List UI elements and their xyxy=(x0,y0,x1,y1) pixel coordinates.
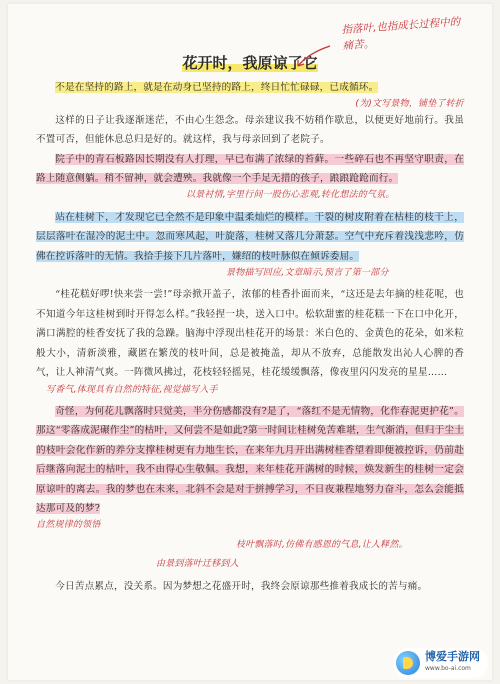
essay-body xyxy=(36,78,464,596)
handwritten-note-top: 指落叶,也指成长过程中的痛苦。 xyxy=(341,15,461,53)
paragraph-5: “桂花糕好啰!快来尝一尝!”母亲掀开盖子，浓郁的桂香扑面而来，“这还是去年摘的桂花呢，也不知道今年这桂树到时开得怎么样。”我轻捏一块，送入口中。松软甜蜜的桂花糕一下在口中化开，满口满腔的桂香安抚了我的急躁。脑海中浮现出桂花开的场景：米白色的、金黄色的花朵，如米粒般大小，清新淡雅，藏匿在繁茂的枝叶间，总是被掩盖，却从不放弃，总能散发出沁人心脾的香气，让人神清气爽。一阵微风拂过，花枝轻轻摇晃，桂花缓缓飘落，像夜里闪闪发亮的星星…… xyxy=(36,289,464,379)
annotation-2: 以景衬情,字里行间一股伤心悲观,转化想法的气氛。 xyxy=(186,190,395,201)
logo-url: www.bo-ai.com xyxy=(425,665,471,672)
annotation-5: 自然规律的领悟 xyxy=(36,520,101,531)
paragraph-1: 不是在坚持的路上，就是在动身已坚持的路上，终日忙忙碌碌，已成循环。 xyxy=(55,82,379,93)
paragraph-4: 站在桂树下，才发现它已全然不是印象中温柔灿烂的模样。干裂的树皮附着在枯桂的枝干上，层层落叶在湿冷的泥土中。忽而寒风起，叶旋落，桂树又落几分萧瑟。空气中充斥着浅浅悲吟，仿佛在控诉落叶的无情。我拾手接下几片落叶，嫌绍的枝叶脉似在倾诉委屈。 xyxy=(36,211,464,262)
annotation-3: 景物描写回应,文章暗示,预言了第一部分 xyxy=(226,268,389,279)
annotation-6: 枝叶飘落时,仿佛有感恩的气息,让人释然。 xyxy=(236,539,408,550)
page-title: 花开时，我原谅了它 xyxy=(182,54,318,72)
paragraph-3: 院子中的青石板路因长期没有人打理，早已布满了浓绿的苔藓。一些碎石也不再坚守职责，在路上随意侧躺。稍不留神，就会遭殃。我就像一个手足无措的孩子，踉踉跄跄而行。 xyxy=(36,153,464,185)
annotation-7: 由景到落叶迁移到人 xyxy=(156,559,239,570)
logo-icon xyxy=(396,651,420,675)
arrow-icon xyxy=(292,44,332,70)
logo-name: 博爱手游网 xyxy=(425,650,480,663)
paragraph-2: 这样的日子让我逐渐迷茫，不由心生怨念。母亲建议我不妨稍作歇息，以便更好地前行。我虽不置可否，但能休息总归是好的。就这样，我与母亲回到了老院子。 xyxy=(36,114,464,146)
annotation-4: 写香气,体现具有自然的特征,视觉描写入手 xyxy=(46,384,218,395)
site-logo[interactable] xyxy=(393,648,488,678)
paragraph-7: 今日苦点累点，没关系。因为梦想之花盛开时，我终会原谅那些推着我成长的苦与痛。 xyxy=(55,580,428,592)
paragraph-6: 奇怪，为何花儿飘落时只觉美，半分伤感都没有?是了，“落红不是无情物，化作春泥更护花”。那这“零落成泥碾作尘”的枯叶，又何尝不是如此?第一时间让桂树免苦难堪，生气渐消，但归于尘土的枝叶会化作新的养分支撑桂树更有力地生长，在来年九月开出满树桂香望着即便被控诉，仍前赴后继落向泥土的枯叶，我不由得心生敬佩。我想，来年桂花开满树的时候，焕发新生的桂树一定会原谅叶的离去。我的梦也在未来，北斜不会是对于拼搏学习，不日夜兼程地努力奋斗，怎么会能抵达那可及的梦? xyxy=(36,405,464,514)
annotation-1: (为)文写景物，铺垫了转折 xyxy=(355,99,464,110)
